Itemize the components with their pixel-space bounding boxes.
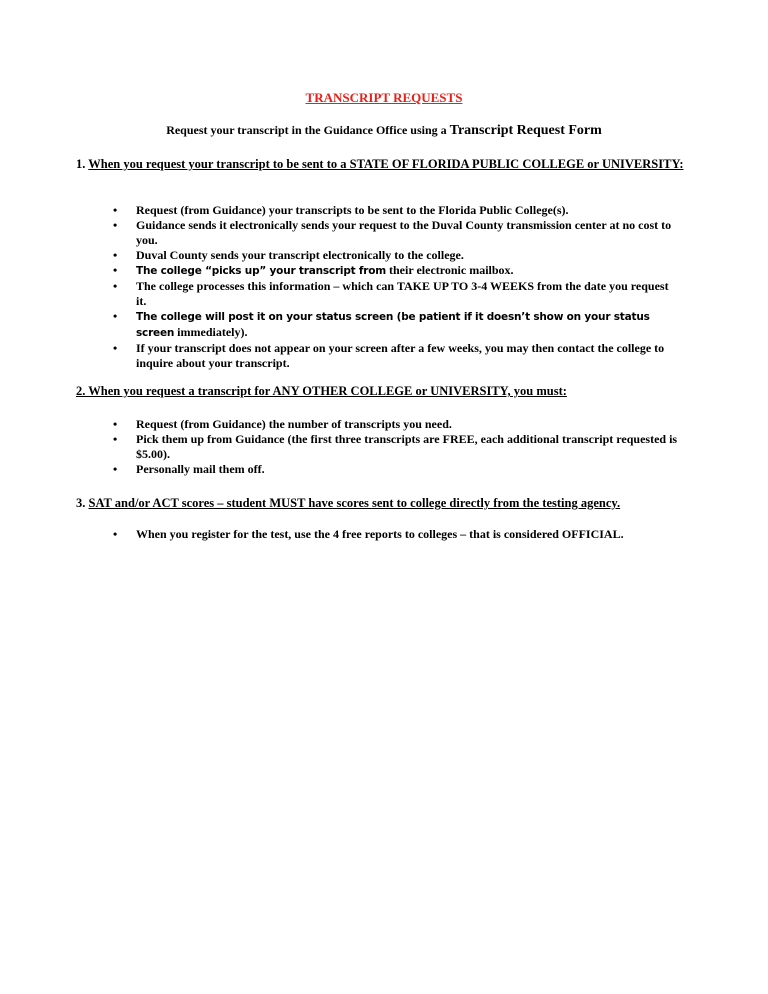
bullet-icon: • [113,341,118,355]
bullet-icon: • [113,263,118,277]
list-item: • Pick them up from Guidance (the first three transcripts are FREE, each additional transcript requested is $5.00). [113,432,678,461]
bullet-icon: • [113,203,118,217]
section1-number: 1. [76,157,89,171]
list-item: • Personally mail them off. [113,462,265,476]
bullet-icon: • [113,248,118,262]
list-item: • Guidance sends it electronically sends your request to the Duval County transmission center at no cost to you. [113,218,672,247]
page-subtitle [0,123,768,139]
bullet-icon: • [113,218,118,232]
section1-heading-text: When you request your transcript to be sent to a STATE OF FLORIDA PUBLIC COLLEGE or UNIVERSITY: [88,157,684,171]
section2-list [0,417,768,477]
section3-heading [76,495,696,511]
section3-heading-text: SAT and/or ACT scores – student MUST have scores sent to college directly from the testing agency. [88,496,621,510]
section1-list [0,203,768,371]
list-item: • The college processes this information – which can TAKE UP TO 3-4 WEEKS from the date you request it. [113,279,669,308]
bullet-icon: • [113,462,118,476]
list-item: • Request (from Guidance) the number of transcripts you need. [113,417,452,431]
subtitle-lead: Request your transcript in the Guidance Office using a [166,123,450,137]
bullet-icon: • [113,432,118,446]
list-item: • The college “picks up” your transcript from their electronic mailbox. [113,263,514,277]
list-item: • Duval County sends your transcript electronically to the college. [113,248,464,262]
page-title: TRANSCRIPT REQUESTS [305,90,463,105]
bullet-icon: • [113,309,118,323]
styled-text: The college “picks up” your transcript from [136,265,387,277]
list-item: • If your transcript does not appear on your screen after a few weeks, you may then contact the college to inquire about your transcript. [113,341,665,370]
list-item: • When you register for the test, use the 4 free reports to colleges – that is considered OFFICIAL. [113,527,624,541]
bullet-icon: • [113,417,118,431]
styled-text: The college will post it on your status screen (be patient if it doesn’t show on your status screen [136,311,650,339]
section3-number: 3. [76,496,89,510]
section1-heading [76,156,696,172]
bullet-icon: • [113,279,118,293]
section3-list [0,527,768,542]
list-item: • Request (from Guidance) your transcripts to be sent to the Florida Public College(s). [113,203,569,217]
list-item: • The college will post it on your status screen (be patient if it doesn’t show on your status screen immediately). [113,309,650,339]
subtitle-form-name: Transcript Request Form [449,123,602,138]
section2-heading-text: 2. When you request a transcript for ANY OTHER COLLEGE or UNIVERSITY, you must: [76,384,567,398]
section2-heading [76,383,696,399]
bullet-icon: • [113,527,118,541]
